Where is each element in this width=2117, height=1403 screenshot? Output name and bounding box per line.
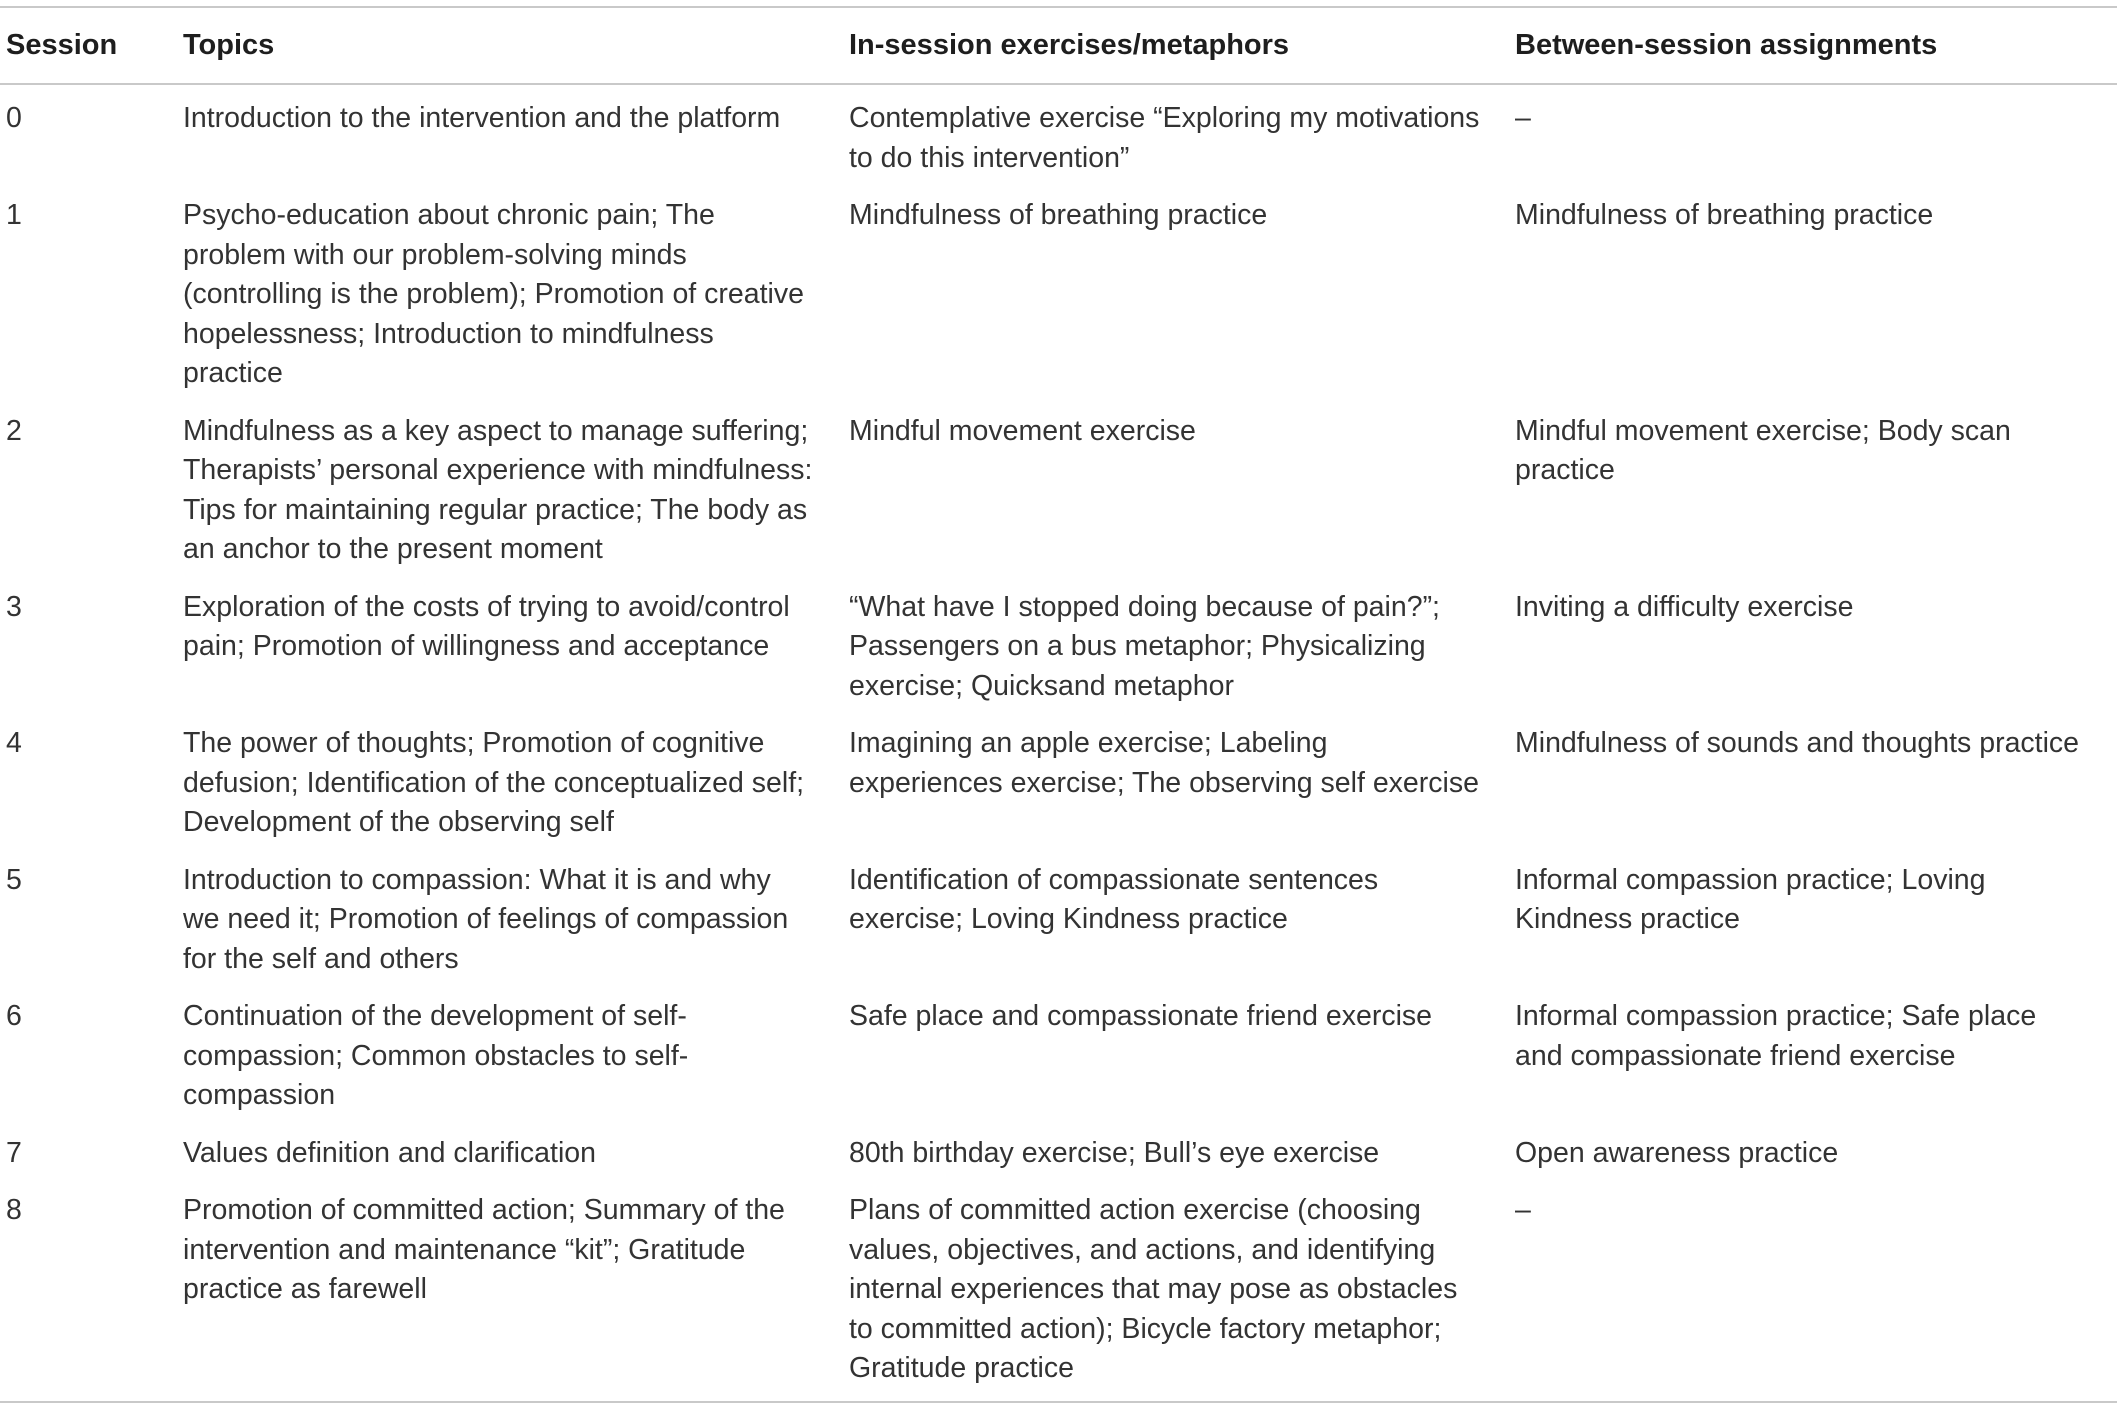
intervention-sessions-table xyxy=(0,6,2117,1403)
cell-in-session-text: 80th birthday exercise; Bull’s eye exercise xyxy=(849,1136,1380,1169)
cell-session: 8 xyxy=(6,1194,22,1226)
table-body xyxy=(0,84,2117,1402)
cell-topics-text: Values definition and clarification xyxy=(183,1136,596,1169)
cell-between-session-text: Informal compassion practice; Loving Kindness practice xyxy=(1515,863,1986,935)
cell-topics-text: Mindfulness as a key aspect to manage suffering; Therapists’ personal experience with mindfulness: Tips for maintaining regular practice; The body as an anchor to the present moment xyxy=(183,414,813,565)
table-row xyxy=(0,84,2117,186)
cell-topics xyxy=(183,851,849,988)
table-row xyxy=(0,714,2117,851)
cell-between-session xyxy=(1515,714,2117,851)
table-row xyxy=(0,1124,2117,1182)
cell-topics-text: The power of thoughts; Promotion of cognitive defusion; Identification of the conceptualized self; Development of the observing self xyxy=(183,727,805,838)
cell-topics xyxy=(183,1124,849,1182)
cell-between-session xyxy=(1515,1181,2117,1402)
cell-in-session-text: “What have I stopped doing because of pain?”; Passengers on a bus metaphor; Physicalizing exercise; Quicksand metaphor xyxy=(849,590,1440,702)
cell-between-session xyxy=(1515,84,2117,186)
table-header xyxy=(0,7,2117,84)
cell-session: 5 xyxy=(6,863,22,896)
cell-session: 7 xyxy=(6,1136,22,1169)
cell-session: 2 xyxy=(6,414,22,447)
cell-between-session-text: Informal compassion practice; Safe place and compassionate friend exercise xyxy=(1515,1000,2037,1072)
cell-in-session-text: Plans of committed action exercise (choosing values, objectives, and actions, and identifying internal experiences that may pose as obstacles to committed action); Bicycle factory metaphor; Gratitude practice xyxy=(849,1194,1458,1384)
cell-session: 4 xyxy=(6,727,22,759)
cell-in-session xyxy=(849,987,1515,1124)
cell-between-session xyxy=(1515,851,2117,988)
cell-topics xyxy=(183,84,849,186)
header-in-session-exercises: In-session exercises/metaphors xyxy=(849,29,1290,61)
header-row xyxy=(0,7,2117,84)
cell-topics-text: Continuation of the development of self-compassion; Common obstacles to self-compassion xyxy=(183,1000,689,1111)
cell-in-session-text: Mindfulness of breathing practice xyxy=(849,199,1268,231)
cell-between-session xyxy=(1515,987,2117,1124)
cell-in-session-text: Identification of compassionate sentences exercise; Loving Kindness practice xyxy=(849,863,1379,935)
table-row xyxy=(0,578,2117,715)
cell-between-session xyxy=(1515,1124,2117,1182)
cell-between-session-text: Mindfulness of breathing practice xyxy=(1515,199,1934,231)
table-row xyxy=(0,186,2117,402)
cell-topics-text: Introduction to compassion: What it is and why we need it; Promotion of feelings of compassion for the self and others xyxy=(183,863,789,975)
header-session: Session xyxy=(6,29,118,61)
cell-between-session xyxy=(1515,402,2117,578)
table-row xyxy=(0,851,2117,988)
cell-in-session-text: Contemplative exercise “Exploring my motivations to do this intervention” xyxy=(849,102,1480,174)
header-topics: Topics xyxy=(183,29,275,61)
cell-in-session xyxy=(849,578,1515,715)
cell-session: 3 xyxy=(6,590,22,623)
cell-topics xyxy=(183,186,849,402)
cell-topics xyxy=(183,987,849,1124)
table-row xyxy=(0,1181,2117,1402)
table-row xyxy=(0,402,2117,578)
cell-topics-text: Introduction to the intervention and the platform xyxy=(183,102,781,134)
cell-in-session xyxy=(849,84,1515,186)
cell-between-session-text: Mindful movement exercise; Body scan practice xyxy=(1515,414,2011,486)
cell-topics xyxy=(183,402,849,578)
cell-between-session-text: Open awareness practice xyxy=(1515,1136,1839,1169)
intervention-sessions-table-container xyxy=(0,6,2117,1403)
cell-topics xyxy=(183,714,849,851)
cell-between-session xyxy=(1515,186,2117,402)
cell-in-session xyxy=(849,402,1515,578)
cell-in-session xyxy=(849,1124,1515,1182)
table-row xyxy=(0,987,2117,1124)
cell-session: 6 xyxy=(6,1000,22,1032)
cell-in-session-text: Mindful movement exercise xyxy=(849,414,1196,447)
cell-topics-text: Exploration of the costs of trying to avoid/control pain; Promotion of willingness and acceptance xyxy=(183,590,790,662)
cell-in-session xyxy=(849,851,1515,988)
cell-in-session xyxy=(849,1181,1515,1402)
cell-between-session xyxy=(1515,578,2117,715)
cell-session: 1 xyxy=(6,199,22,231)
cell-between-session-text: Mindfulness of sounds and thoughts practice xyxy=(1515,727,2080,759)
cell-between-session-text: Inviting a difficulty exercise xyxy=(1515,590,1854,623)
cell-topics-text: Psycho-education about chronic pain; The problem with our problem-solving minds (controlling is the problem); Promotion of creative hopelessness; Introduction to mindfulness practice xyxy=(183,199,804,389)
header-between-session-assignments: Between-session assignments xyxy=(1515,29,1938,61)
cell-in-session xyxy=(849,186,1515,402)
cell-between-session-text: – xyxy=(1515,1194,1531,1226)
cell-topics-text: Promotion of committed action; Summary of the intervention and maintenance “kit”; Gratitude practice as farewell xyxy=(183,1194,785,1305)
cell-topics xyxy=(183,1181,849,1402)
cell-in-session-text: Imagining an apple exercise; Labeling experiences exercise; The observing self exercise xyxy=(849,727,1479,799)
cell-session: 0 xyxy=(6,102,22,134)
cell-topics xyxy=(183,578,849,715)
cell-between-session-text: – xyxy=(1515,102,1531,134)
cell-in-session xyxy=(849,714,1515,851)
cell-in-session-text: Safe place and compassionate friend exercise xyxy=(849,1000,1433,1032)
